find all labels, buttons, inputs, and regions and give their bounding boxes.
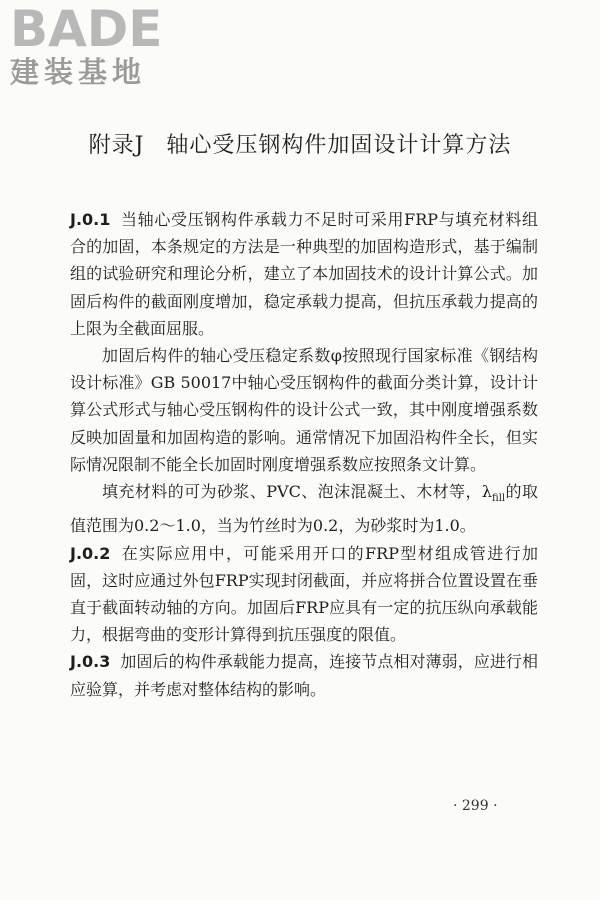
clause-j02 xyxy=(70,540,538,649)
watermark-chinese: 建装基地 xyxy=(10,55,147,89)
filler-text-a: 填充材料的可为砂浆、PVC、泡沫混凝土、木材等，λ xyxy=(102,482,493,502)
paragraph-filler xyxy=(70,478,538,540)
clause-number: J.0.3 xyxy=(70,652,111,672)
appendix-label: 附录J xyxy=(88,133,145,158)
paragraph-stability: 加固后构件的轴心受压稳定系数φ按照现行国家标准《钢结构设计标准》GB 50017中轴心受压钢构件的截面分类计算，设计计算公式形式与轴心受压钢构件的设计公式一致，其中刚度增强系数反映加固量和加固构造的影响。通常情况下加固沿构件全长，但实际情况限制不能全长加固时刚度增强系数应按照条文计算。 xyxy=(70,346,538,474)
clause-j01 xyxy=(70,206,538,342)
clause-number: J.0.1 xyxy=(70,210,111,229)
watermark-letters: BADE xyxy=(10,0,163,58)
appendix-title: 轴心受压钢构件加固设计计算方法 xyxy=(166,133,512,158)
clause-text: 当轴心受压钢构件承载力不足时可采用FRP与填充材料组合的加固，本条规定的方法是一种典型的加固构造形式，基于编制组的试验研究和理论分析，建立了本加固技术的设计计算公式。加固后构件的截面刚度增加，稳定承载力提高，但抗压承载力提高的上限为全截面屈服。 xyxy=(70,210,538,338)
page-number: · 299 · xyxy=(453,798,498,814)
page-title xyxy=(0,128,600,159)
clause-number: J.0.2 xyxy=(70,543,111,563)
lambda-subscript: fill xyxy=(492,493,506,505)
watermark-logo xyxy=(10,0,180,89)
clause-j03 xyxy=(70,648,538,702)
body-text xyxy=(70,206,538,703)
clause-text: 加固后的构件承载能力提高，连接节点相对薄弱，应进行相应验算，并考虑对整体结构的影响。 xyxy=(70,652,538,699)
filler-text-b: 的取值范围为0.2～1.0，当为竹丝时为0.2，为砂浆时为1.0。 xyxy=(70,482,538,536)
clause-text: 在实际应用中，可能采用开口的FRP型材组成管进行加固，这时应通过外包FRP实现封闭截面，并应将拼合位置设置在垂直于截面转动轴的方向。加固后FRP应具有一定的抗压纵向承载能力，根据弯曲的变形计算得到抗压强度的限值。 xyxy=(70,543,538,645)
